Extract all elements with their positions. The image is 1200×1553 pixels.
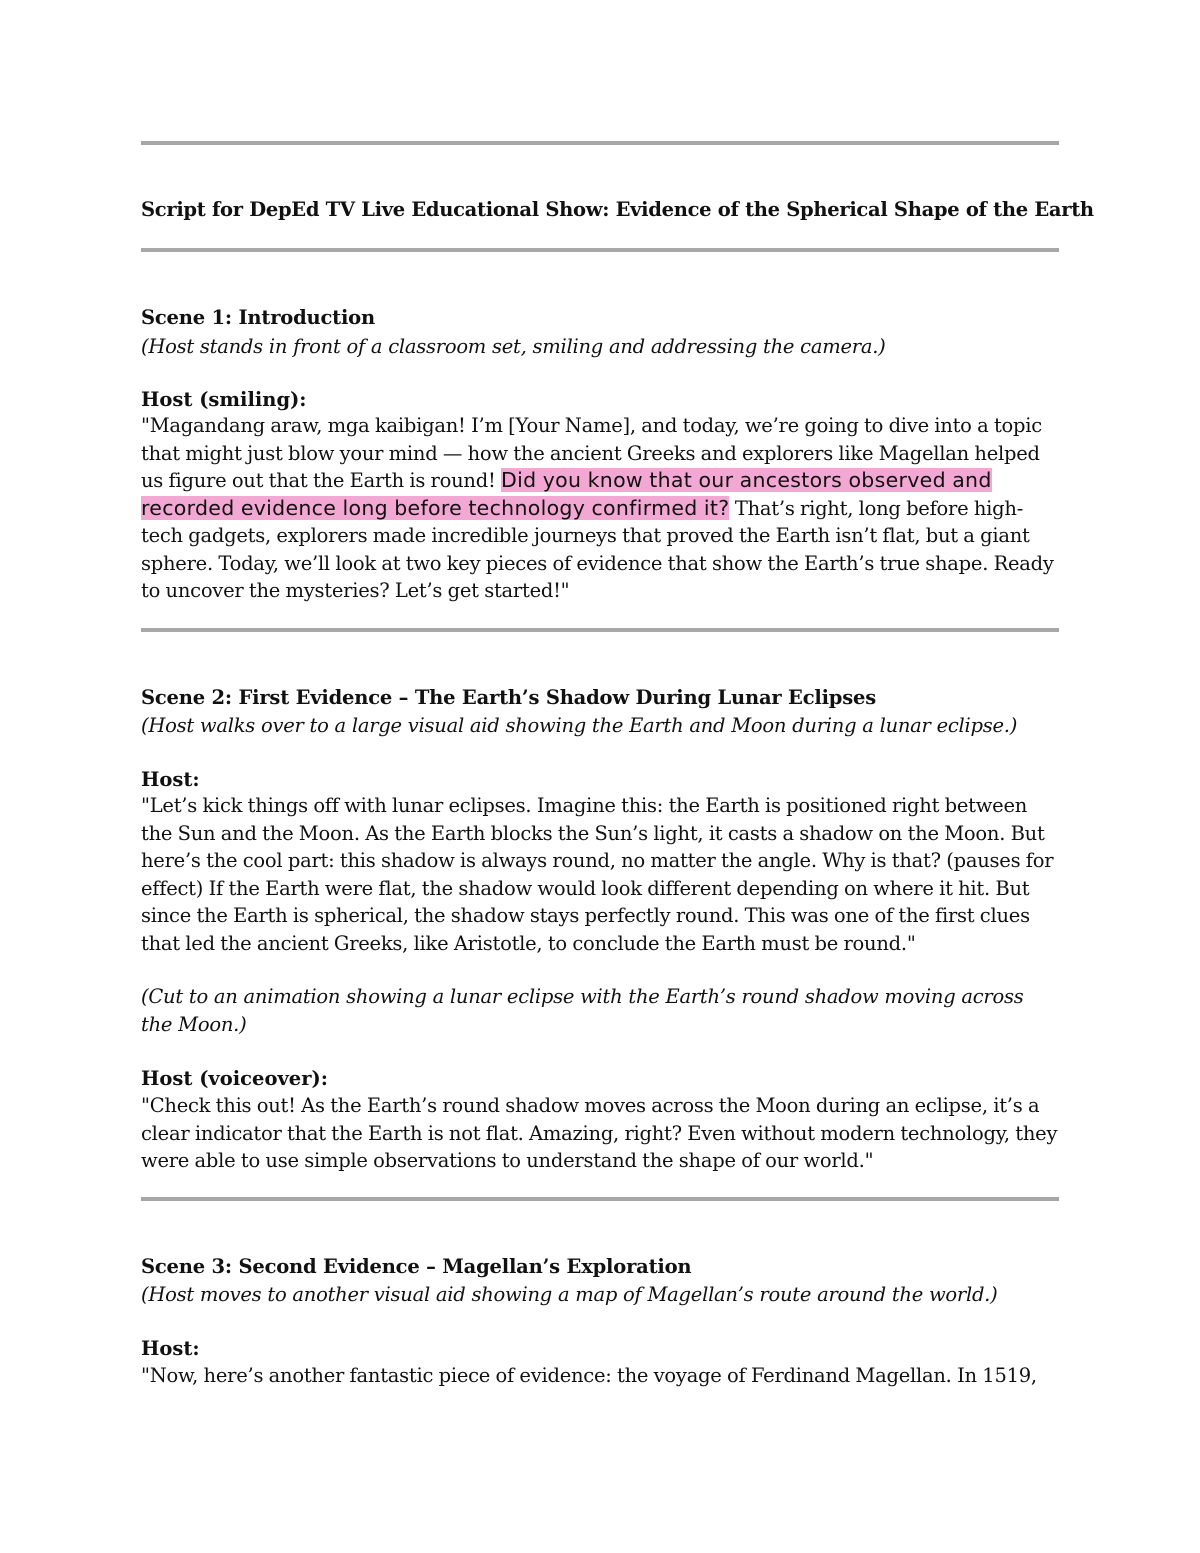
scene-2-speaker: Host: <box>141 768 200 791</box>
scene-3-speaker: Host: <box>141 1337 200 1360</box>
scene-2-dialogue: "Let’s kick things off with lunar eclipses. Imagine this: the Earth is positioned right between the Sun and the Moon. As the Earth blocks the Sun’s light, it casts a shadow on the Moon. But here’s the cool part: this shadow is always round, no matter the angle. Why is that? (pauses for effect) If the Earth were flat, the shadow would look different depending on where it hit. But since the Earth is spherical, the shadow stays perfectly round. This was one of the first clues that led the ancient Greeks, like Aristotle, to conclude the Earth must be round." <box>141 794 1054 955</box>
highlighted-text: Did you know that our ancestors observed and recorded evidence long before technology confirmed it? <box>141 468 992 520</box>
scene-1-dialogue <box>141 412 1059 605</box>
scene-1-dialogue-start: "Magandang araw, mga kaibigan! I’m [Your Name], and today, we’re going to dive into a topic that might just blow your mind — how the ancient Greeks and explorers like Magellan helped us figure out that the Earth is round! <box>141 414 1042 492</box>
scene-1-stage-direction: (Host stands in front of a classroom set, smiling and addressing the camera.) <box>141 335 886 358</box>
scene-3-stage-direction: (Host moves to another visual aid showing a map of Magellan’s route around the world.) <box>141 1283 998 1306</box>
horizontal-rule <box>141 248 1059 252</box>
scene-1-dialogue-end: That’s right, long before high-tech gadgets, explorers made incredible journeys that proved the Earth isn’t flat, but a giant sphere. Today, we’ll look at two key pieces of evidence that show the Earth’s true shape. Ready to uncover the mysteries? Let’s get started!" <box>141 496 1054 602</box>
document-title: Script for DepEd TV Live Educational Show: Evidence of the Spherical Shape of the Earth <box>141 198 1094 221</box>
scene-1-speaker: Host (smiling): <box>141 388 307 411</box>
scene-2-stage-direction-2: (Cut to an animation showing a lunar eclipse with the Earth’s round shadow moving across the Moon.) <box>141 985 1024 1036</box>
scene-3-dialogue: "Now, here’s another fantastic piece of evidence: the voyage of Ferdinand Magellan. In 1519, <box>141 1364 1037 1387</box>
horizontal-rule <box>141 628 1059 632</box>
scene-1-heading: Scene 1: Introduction <box>141 306 375 329</box>
scene-2-speaker-2: Host (voiceover): <box>141 1067 328 1090</box>
scene-3-heading: Scene 3: Second Evidence – Magellan’s Exploration <box>141 1255 692 1278</box>
scene-2-heading: Scene 2: First Evidence – The Earth’s Shadow During Lunar Eclipses <box>141 686 877 709</box>
scene-2-stage-direction: (Host walks over to a large visual aid showing the Earth and Moon during a lunar eclipse.) <box>141 714 1018 737</box>
horizontal-rule <box>141 141 1059 145</box>
scene-2-dialogue-2: "Check this out! As the Earth’s round shadow moves across the Moon during an eclipse, it’s a clear indicator that the Earth is not flat. Amazing, right? Even without modern technology, they were able to use simple observations to understand the shape of our world." <box>141 1094 1058 1172</box>
horizontal-rule <box>141 1197 1059 1201</box>
